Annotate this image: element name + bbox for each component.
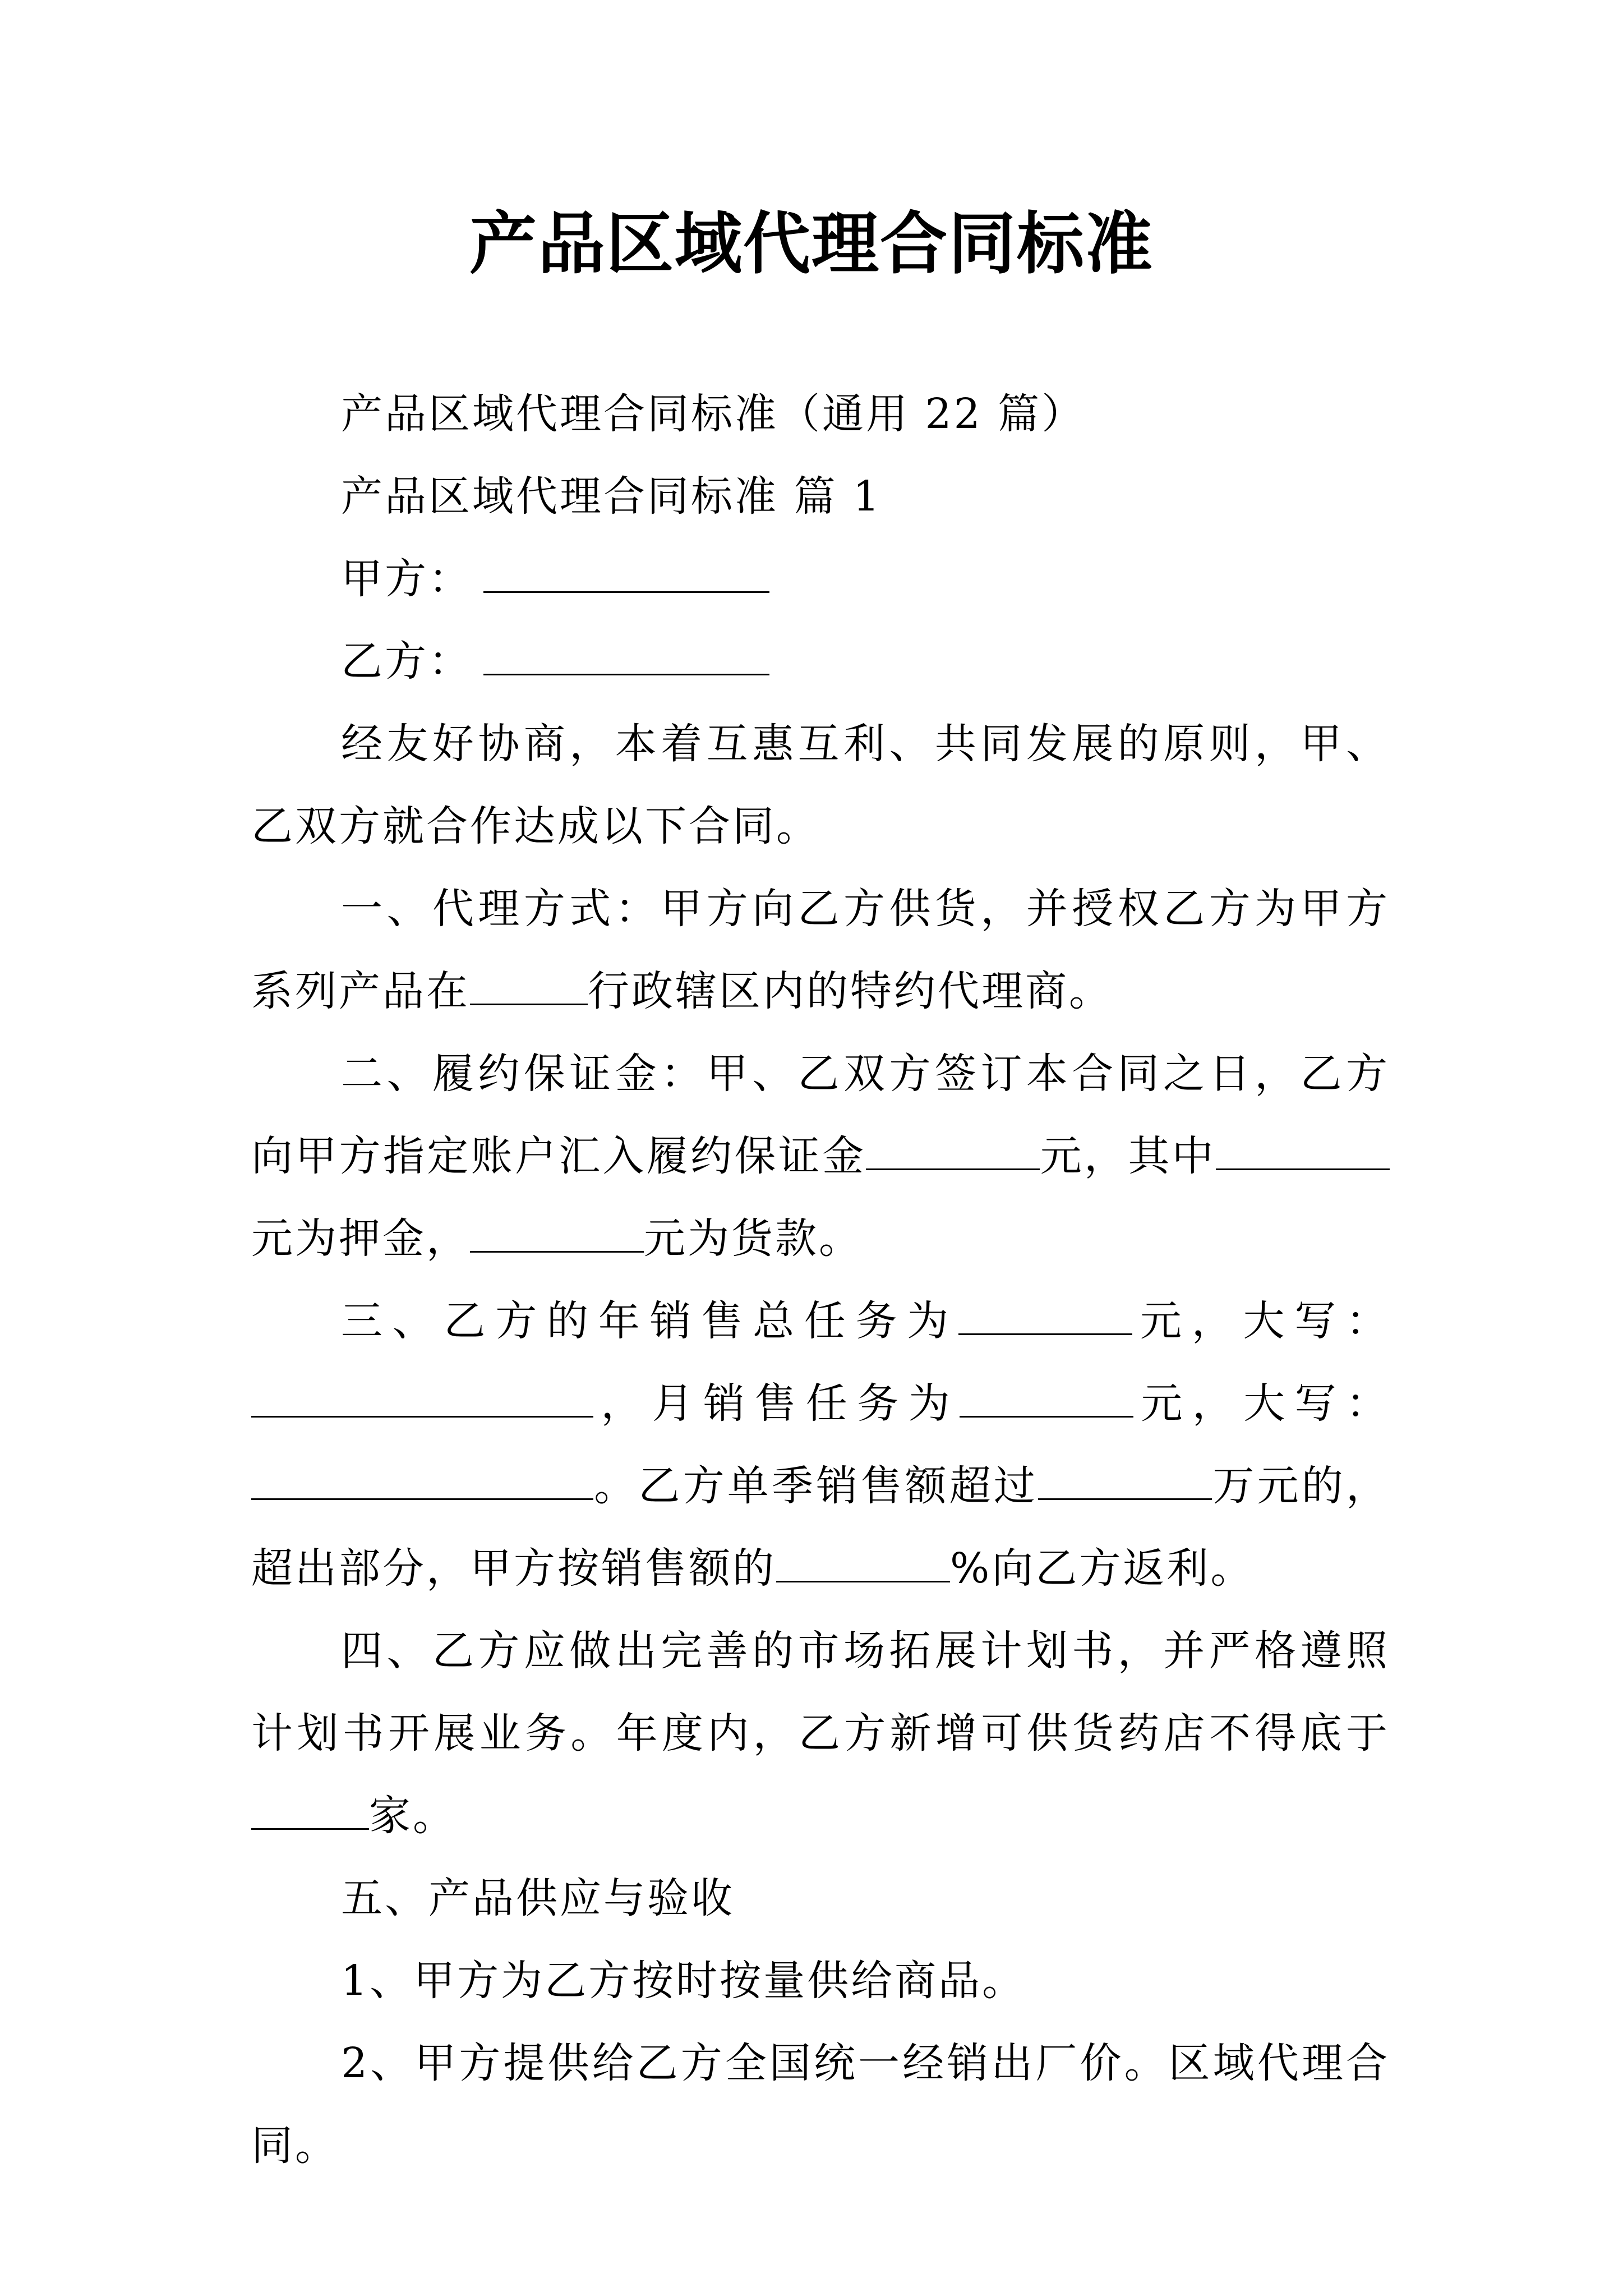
clause-4-text-a: 四、乙方应做出完善的市场拓展计划书，并严格遵照计划书开展业务。年度内，乙方新增可供货药店不得底于 bbox=[251, 1627, 1390, 1757]
store-count-blank bbox=[251, 1795, 369, 1830]
clause-2-text-a: 二、履约保证金：甲、乙双方签订本合同之日，乙方向甲方指定账户汇入履约保证金 bbox=[251, 1050, 1390, 1180]
deposit-pledge-blank bbox=[1216, 1135, 1390, 1170]
clause-3-text-a: 三、乙方的年销售总任务为 bbox=[341, 1297, 959, 1345]
clause-3-text-e: 。乙方单季销售额超过 bbox=[593, 1462, 1039, 1510]
clause-3-text-d: 元，大写： bbox=[1133, 1379, 1390, 1428]
clause-3-text-b: 元，大写： bbox=[1132, 1297, 1390, 1345]
region-blank bbox=[470, 970, 588, 1005]
clause-3-text-g: %向乙方返利。 bbox=[950, 1544, 1255, 1593]
subtitle: 产品区域代理合同标准（通用 22 篇） bbox=[341, 390, 1086, 438]
intro-paragraph: 经友好协商，本着互惠互利、共同发展的原则，甲、乙双方就合作达成以下合同。 bbox=[251, 720, 1390, 850]
clause-1-text-a: 一、代理方式：甲方向乙方供货，并授权乙方为甲方系列产品在 bbox=[251, 885, 1390, 1015]
monthly-target-blank bbox=[960, 1382, 1133, 1418]
clause-2-text-c: 元为押金， bbox=[251, 1214, 470, 1263]
clause-1-text-b: 行政辖区内的特约代理商。 bbox=[588, 967, 1113, 1015]
clause-1 bbox=[251, 868, 1390, 1033]
annual-target-blank bbox=[958, 1300, 1132, 1335]
clause-5-heading: 五、产品供应与验收 bbox=[341, 1874, 735, 1922]
party-a-label: 甲方： bbox=[341, 555, 472, 603]
monthly-target-capital-blank bbox=[251, 1465, 593, 1500]
party-b-blank bbox=[483, 640, 769, 675]
clause-5-item-1: 1、甲方为乙方按时按量供给商品。 bbox=[341, 1957, 1026, 2005]
quarterly-threshold-blank bbox=[1038, 1465, 1212, 1500]
clause-3-text-f: 万元的，超出部分，甲方按销售额的 bbox=[251, 1462, 1390, 1593]
section-heading: 产品区域代理合同标准 篇 1 bbox=[341, 472, 882, 521]
clause-3 bbox=[251, 1280, 1390, 1610]
party-b-label: 乙方： bbox=[341, 637, 472, 685]
rebate-percent-blank bbox=[776, 1547, 950, 1582]
document-body bbox=[251, 373, 1390, 2187]
clause-4 bbox=[251, 1610, 1390, 1857]
clause-4-text-b: 家。 bbox=[369, 1792, 457, 1840]
clause-2-text-d: 元为货款。 bbox=[644, 1214, 863, 1263]
clause-2 bbox=[251, 1033, 1390, 1280]
party-a-line bbox=[251, 538, 1390, 620]
clause-5-item-2: 2、甲方提供给乙方全国统一经销出厂价。区域代理合同。 bbox=[251, 2039, 1390, 2170]
party-b-line bbox=[251, 620, 1390, 703]
deposit-total-blank bbox=[866, 1135, 1040, 1170]
deposit-goods-blank bbox=[470, 1217, 644, 1253]
annual-target-capital-blank bbox=[251, 1382, 593, 1418]
page-title: 产品区域代理合同标准 bbox=[469, 204, 1154, 283]
clause-3-text-c: ，月销售任务为 bbox=[593, 1379, 960, 1428]
party-a-blank bbox=[483, 558, 769, 593]
clause-2-text-b: 元，其中 bbox=[1040, 1132, 1216, 1180]
